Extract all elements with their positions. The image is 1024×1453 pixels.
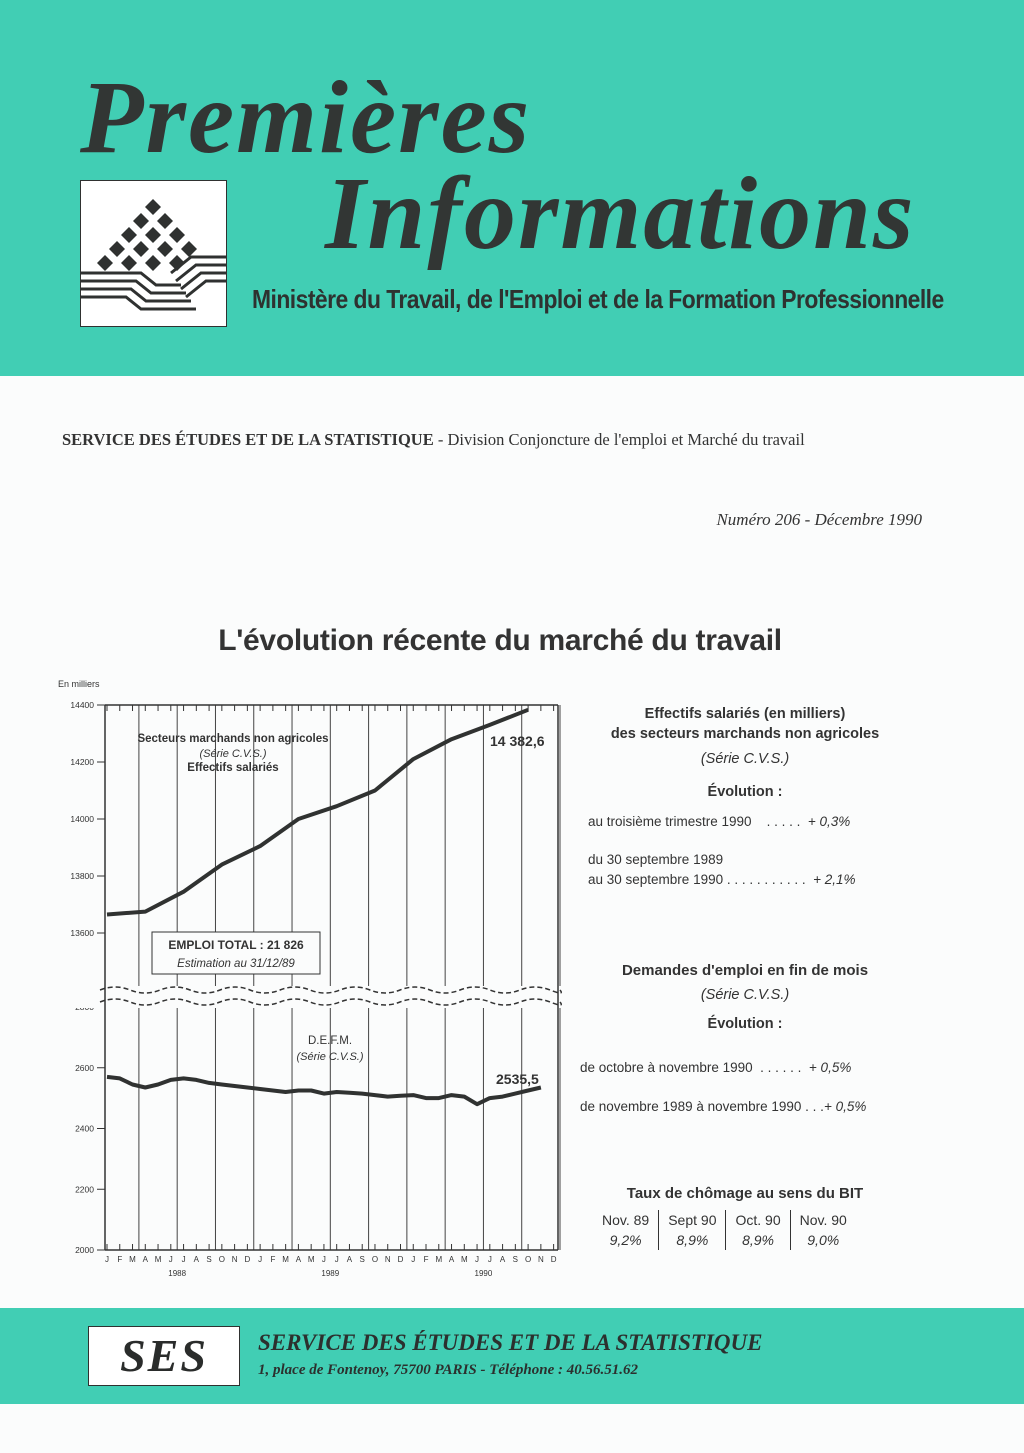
rate-period-nov89: Nov. 89 bbox=[593, 1210, 659, 1230]
x-tick-label: S bbox=[512, 1255, 519, 1264]
rate-value-sept90: 8,9% bbox=[659, 1230, 726, 1250]
x-tick-label: J bbox=[168, 1255, 173, 1264]
y-tick-label: 2200 bbox=[75, 1184, 94, 1195]
issue-number: Numéro 206 - Décembre 1990 bbox=[716, 510, 922, 529]
x-tick-label: N bbox=[384, 1255, 391, 1264]
table-row-values bbox=[593, 1230, 856, 1250]
y-tick-label: 14400 bbox=[70, 700, 94, 710]
y-tick-label: 2400 bbox=[75, 1123, 94, 1134]
x-tick-label: S bbox=[359, 1255, 365, 1264]
x-tick-label: A bbox=[448, 1255, 455, 1264]
axis-break-mask bbox=[0, 986, 580, 1008]
x-tick-label: J bbox=[258, 1255, 263, 1264]
x-tick-label: A bbox=[142, 1255, 148, 1264]
masthead-title-line1: Premières bbox=[80, 60, 532, 175]
demandes-row2-value: + 0,5% bbox=[823, 1099, 867, 1114]
x-year-label: 1988 bbox=[168, 1269, 187, 1278]
lower-end-value: 2535,5 bbox=[496, 1071, 539, 1087]
rate-value-oct90: 8,9% bbox=[726, 1230, 790, 1250]
x-tick-label: J bbox=[334, 1255, 339, 1264]
chart-ticks bbox=[97, 705, 554, 1250]
demandes-row2-leader: . . . bbox=[805, 1099, 824, 1114]
x-tick-label: N bbox=[231, 1255, 238, 1264]
ses-logo: SES bbox=[88, 1326, 240, 1386]
demandes-row2-label: de novembre 1989 à novembre 1990 bbox=[580, 1099, 802, 1114]
y-tick-label: 13800 bbox=[70, 871, 94, 881]
x-tick-label: A bbox=[193, 1255, 199, 1264]
lower-series-label-1: D.E.F.M. bbox=[307, 1035, 353, 1047]
chart-grid bbox=[139, 705, 560, 1250]
demandes-title: Demandes d'emploi en fin de mois bbox=[621, 962, 869, 979]
x-tick-label: M bbox=[282, 1255, 289, 1264]
masthead-title-line2: Informations bbox=[325, 156, 916, 271]
effectifs-row1-leader: . . . . . bbox=[766, 814, 801, 829]
rate-period-oct90: Oct. 90 bbox=[726, 1210, 790, 1230]
series-defm-line bbox=[107, 1077, 541, 1104]
rate-value-nov90: 9,0% bbox=[807, 1232, 840, 1248]
x-tick-label: J bbox=[181, 1255, 186, 1264]
x-tick-label: M bbox=[307, 1255, 315, 1264]
division-name: - Division Conjoncture de l'emploi et Marché du travail bbox=[433, 430, 805, 449]
labour-market-chart bbox=[0, 670, 580, 1290]
upper-series-label-2: (Série C.V.S.) bbox=[199, 748, 267, 760]
y-tick-label: 14200 bbox=[70, 757, 94, 767]
x-tick-label: J bbox=[105, 1255, 109, 1264]
headline: L'évolution récente du marché du travail bbox=[218, 624, 782, 657]
effectifs-row2 bbox=[588, 872, 856, 887]
unit-label: En milliers bbox=[58, 679, 100, 689]
y-tick-labels bbox=[70, 700, 94, 1255]
x-tick-label: D bbox=[397, 1255, 404, 1264]
x-tick-label: M bbox=[154, 1255, 162, 1264]
effectifs-evolution-label: Évolution : bbox=[707, 784, 783, 800]
x-tick-label: F bbox=[117, 1255, 123, 1264]
effectifs-row2-leader: . . . . . . . . . . . bbox=[726, 872, 806, 887]
demandes-row1 bbox=[580, 1060, 851, 1075]
effectifs-row1 bbox=[588, 814, 850, 829]
pyramid-logo-icon bbox=[81, 181, 226, 326]
ministry-name: Ministère du Travail, de l'Emploi et de la Formation Professionnelle bbox=[252, 284, 944, 314]
x-tick-label: J bbox=[475, 1255, 480, 1264]
service-line bbox=[62, 430, 805, 450]
x-tick-label: M bbox=[129, 1255, 136, 1264]
emploi-total-estimate: Estimation au 31/12/89 bbox=[177, 958, 295, 970]
effectifs-row2-value: + 2,1% bbox=[813, 872, 856, 887]
x-year-label: 1990 bbox=[474, 1269, 493, 1278]
service-name: SERVICE DES ÉTUDES ET DE LA STATISTIQUE bbox=[62, 430, 434, 449]
rate-value-nov89: 9,2% bbox=[593, 1230, 659, 1250]
x-tick-label: J bbox=[321, 1255, 326, 1264]
y-tick-label: 13600 bbox=[70, 928, 94, 938]
effectifs-title-1: Effectifs salariés (en milliers) bbox=[644, 706, 846, 722]
effectifs-subtitle: (Série C.V.S.) bbox=[700, 751, 790, 767]
effectifs-row1-label: au troisième trimestre 1990 bbox=[588, 814, 752, 829]
taux-title: Taux de chômage au sens du BIT bbox=[626, 1185, 864, 1202]
rate-period-sept90: Sept 90 bbox=[659, 1210, 726, 1230]
x-tick-label: O bbox=[371, 1255, 379, 1264]
upper-end-value: 14 382,6 bbox=[490, 733, 545, 749]
x-tick-label: O bbox=[218, 1255, 225, 1264]
demandes-row1-label: de octobre à novembre 1990 bbox=[580, 1060, 753, 1075]
demandes-subtitle: (Série C.V.S.) bbox=[700, 987, 790, 1003]
y-tick-label: 2600 bbox=[75, 1062, 94, 1073]
x-tick-label: J bbox=[411, 1255, 416, 1264]
x-tick-label: D bbox=[244, 1255, 251, 1264]
effectifs-row2-label-2: au 30 septembre 1990 bbox=[588, 872, 724, 887]
footer-service-name: SERVICE DES ÉTUDES ET DE LA STATISTIQUE bbox=[258, 1330, 763, 1355]
demandes-row1-leader: . . . . . . bbox=[760, 1060, 802, 1075]
effectifs-title-2: des secteurs marchands non agricoles bbox=[610, 726, 880, 742]
x-tick-label: A bbox=[499, 1255, 506, 1264]
x-tick-label: S bbox=[206, 1255, 212, 1264]
y-tick-label: 14000 bbox=[70, 814, 94, 824]
x-tick-label: M bbox=[435, 1255, 443, 1264]
x-year-label: 1989 bbox=[321, 1269, 340, 1278]
emploi-total-label: EMPLOI TOTAL : 21 826 bbox=[168, 938, 304, 952]
demandes-row1-value: + 0,5% bbox=[808, 1060, 852, 1075]
effectifs-row1-value: + 0,3% bbox=[807, 814, 851, 829]
unemployment-rate-table bbox=[593, 1210, 856, 1250]
x-tick-label: J bbox=[487, 1255, 492, 1264]
footer-address: 1, place de Fontenoy, 75700 PARIS - Téléphone : 40.56.51.62 bbox=[258, 1362, 638, 1378]
effectifs-row2-label-1: du 30 septembre 1989 bbox=[588, 852, 724, 867]
x-tick-label: A bbox=[346, 1255, 353, 1264]
ministry-logo bbox=[80, 180, 227, 327]
x-tick-label: M bbox=[460, 1255, 468, 1264]
rate-period-nov90: Nov. 90 bbox=[799, 1212, 847, 1228]
x-tick-label: D bbox=[550, 1255, 557, 1264]
demandes-row2 bbox=[580, 1099, 866, 1114]
demandes-evolution-label: Évolution : bbox=[707, 1016, 783, 1032]
x-tick-label: F bbox=[270, 1255, 276, 1264]
x-tick-labels bbox=[105, 1255, 557, 1278]
y-tick-label: 2000 bbox=[75, 1245, 94, 1255]
x-tick-label: N bbox=[537, 1255, 544, 1264]
lower-series-label-2: (Série C.V.S.) bbox=[296, 1051, 364, 1063]
table-row-periods bbox=[593, 1210, 856, 1230]
x-tick-label: F bbox=[423, 1255, 429, 1264]
x-tick-label: A bbox=[295, 1255, 302, 1264]
upper-series-label-1: Secteurs marchands non agricoles bbox=[137, 733, 329, 745]
upper-series-label-3: Effectifs salariés bbox=[187, 762, 279, 774]
x-tick-label: O bbox=[524, 1255, 532, 1264]
